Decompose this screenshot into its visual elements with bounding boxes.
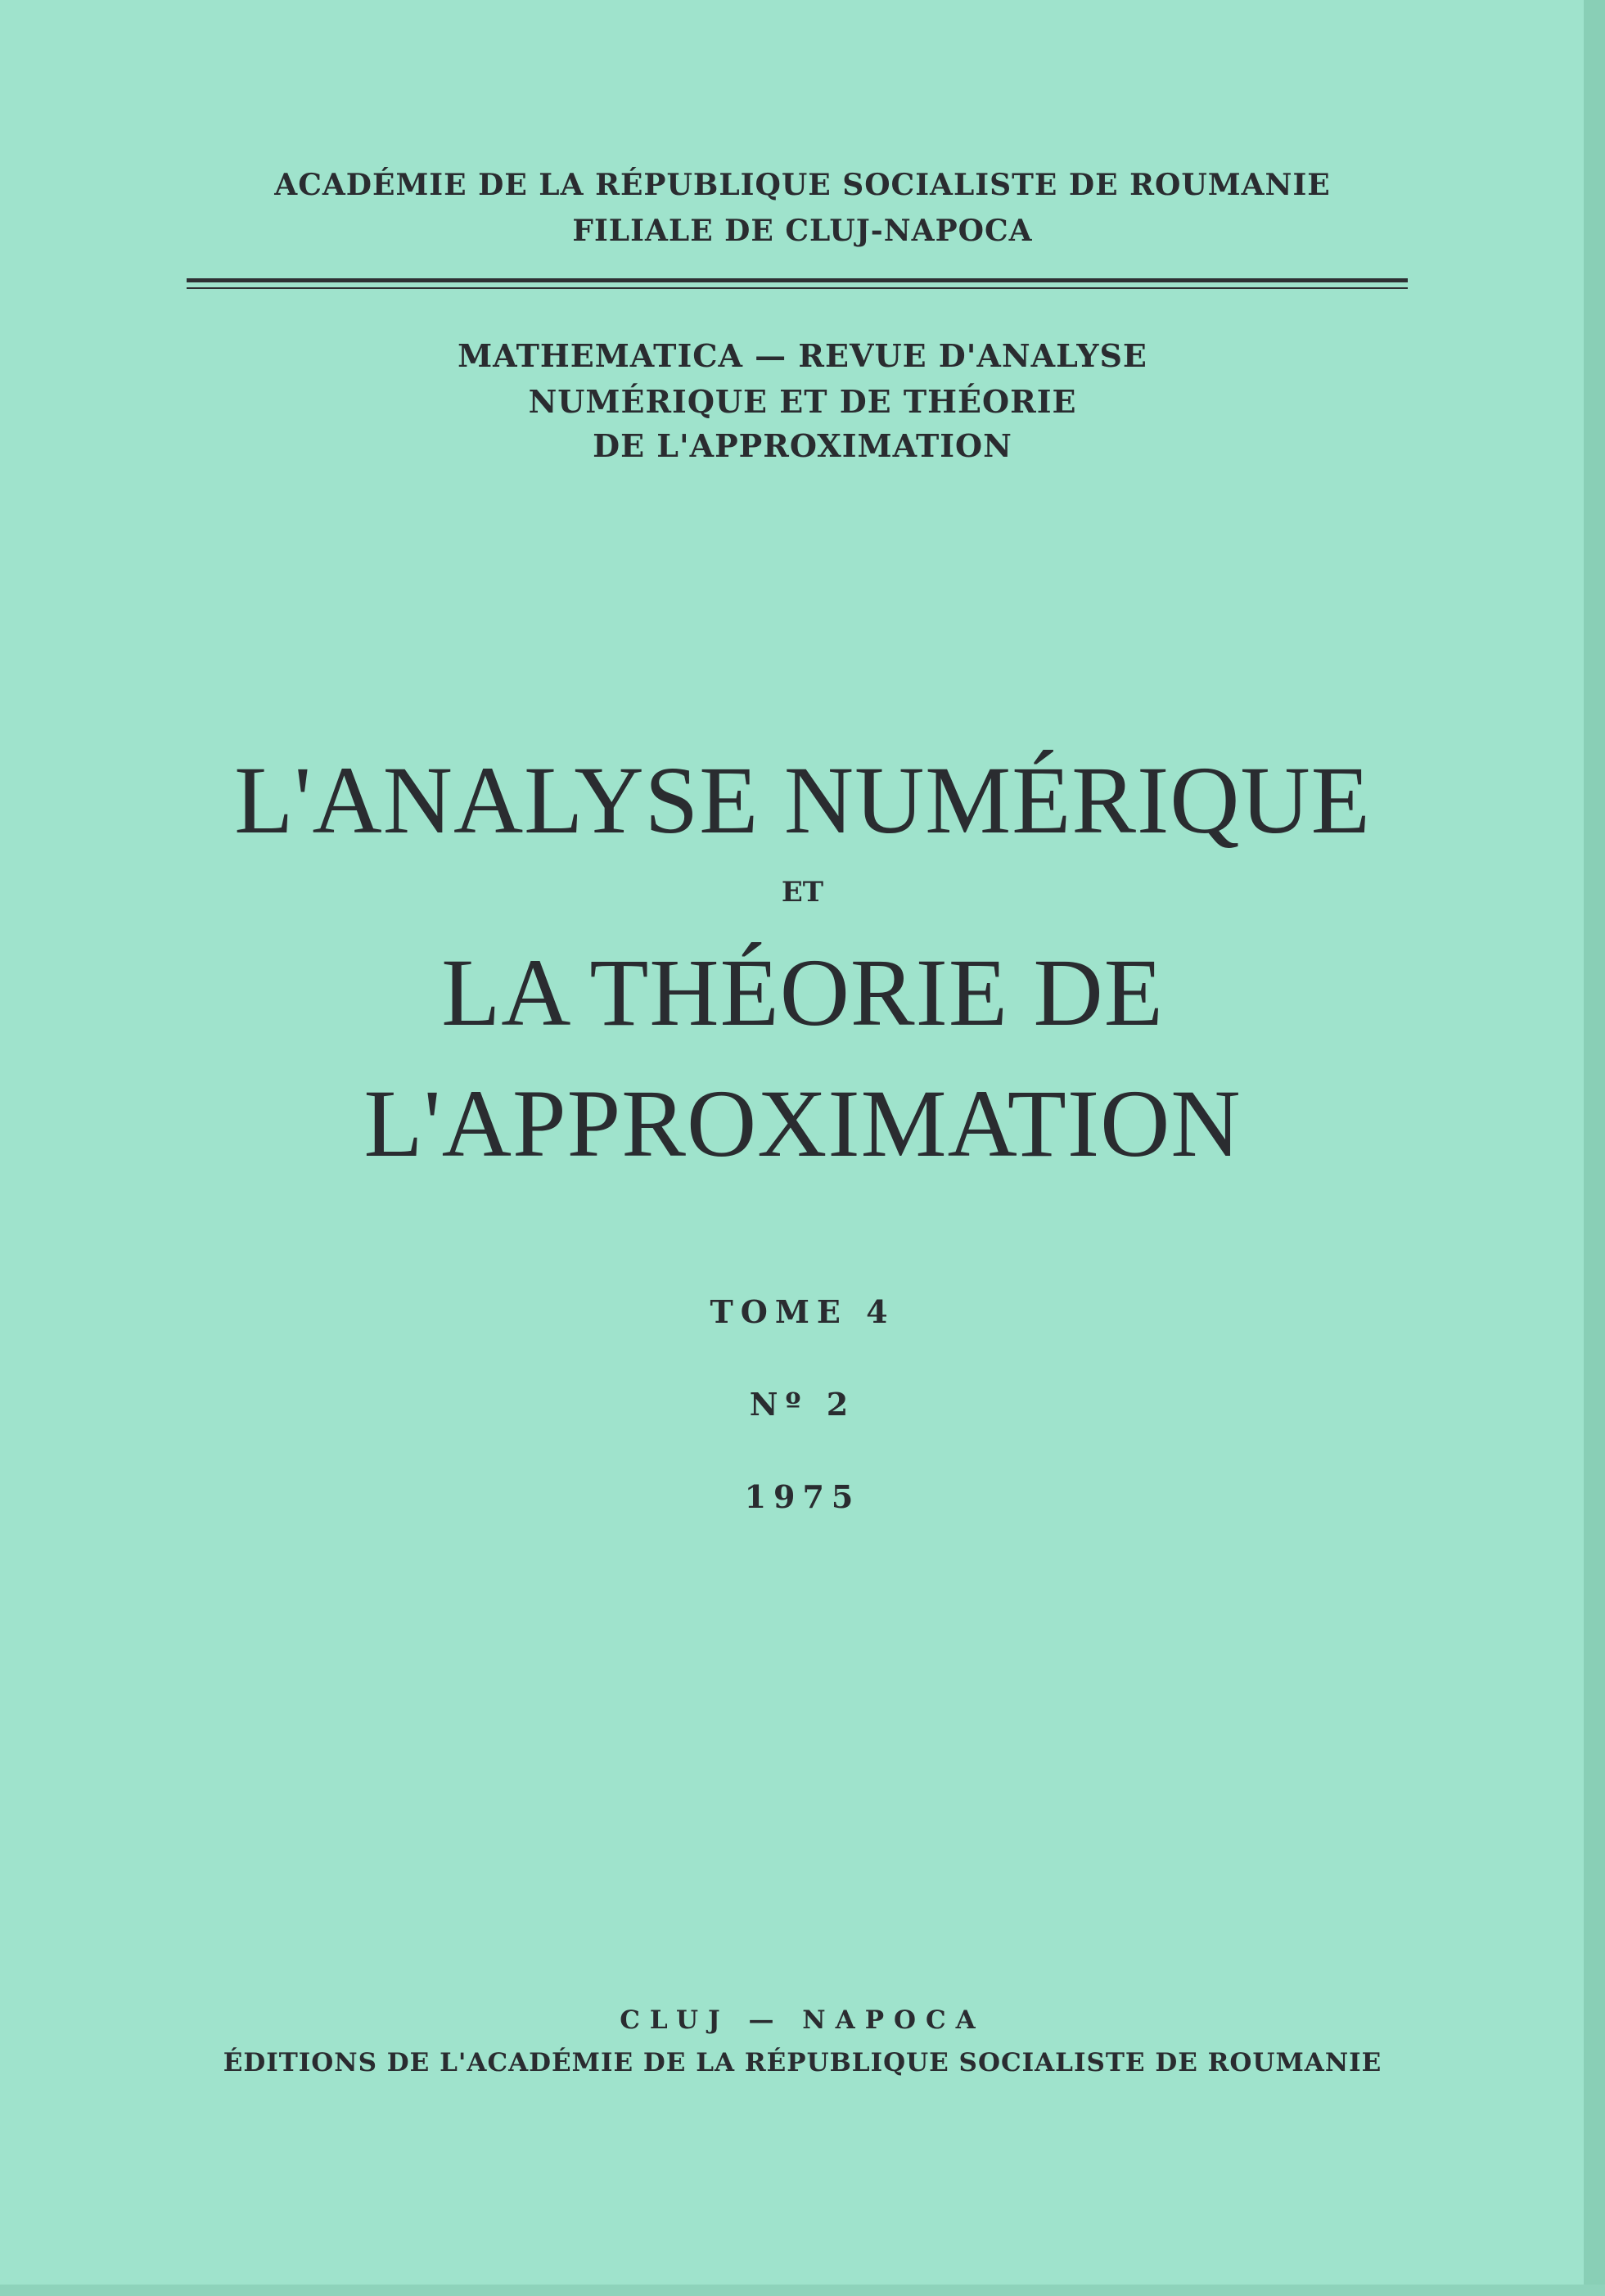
publisher-city: CLUJ — NAPOCA (620, 2005, 985, 2035)
main-title-line3: L'APPROXIMATION (363, 1070, 1242, 1177)
series-title-line2: NUMÉRIQUE ET DE THÉORIE (528, 383, 1077, 420)
issue-number: Nº 2 (749, 1386, 856, 1423)
issue-year: 1975 (744, 1478, 861, 1515)
cover-bottom-edge (0, 2285, 1605, 2296)
header-rule-thin (187, 287, 1408, 289)
academy-branch: FILIALE DE CLUJ-NAPOCA (572, 214, 1033, 248)
series-title-line3: DE L'APPROXIMATION (593, 427, 1012, 464)
main-title-line1: L'ANALYSE NUMÉRIQUE (234, 747, 1371, 854)
tome-label: TOME 4 (710, 1293, 895, 1330)
academy-name: ACADÉMIE DE LA RÉPUBLIQUE SOCIALISTE DE ROUMANIE (274, 168, 1331, 202)
header-rule-thick (187, 278, 1408, 282)
main-title-line2: LA THÉORIE DE (441, 939, 1164, 1046)
series-title-line1: MATHEMATICA — REVUE D'ANALYSE (458, 337, 1147, 374)
main-title-connector: ET (781, 876, 824, 909)
publisher-name: ÉDITIONS DE L'ACADÉMIE DE LA RÉPUBLIQUE SOCIALISTE DE ROUMANIE (223, 2048, 1382, 2077)
